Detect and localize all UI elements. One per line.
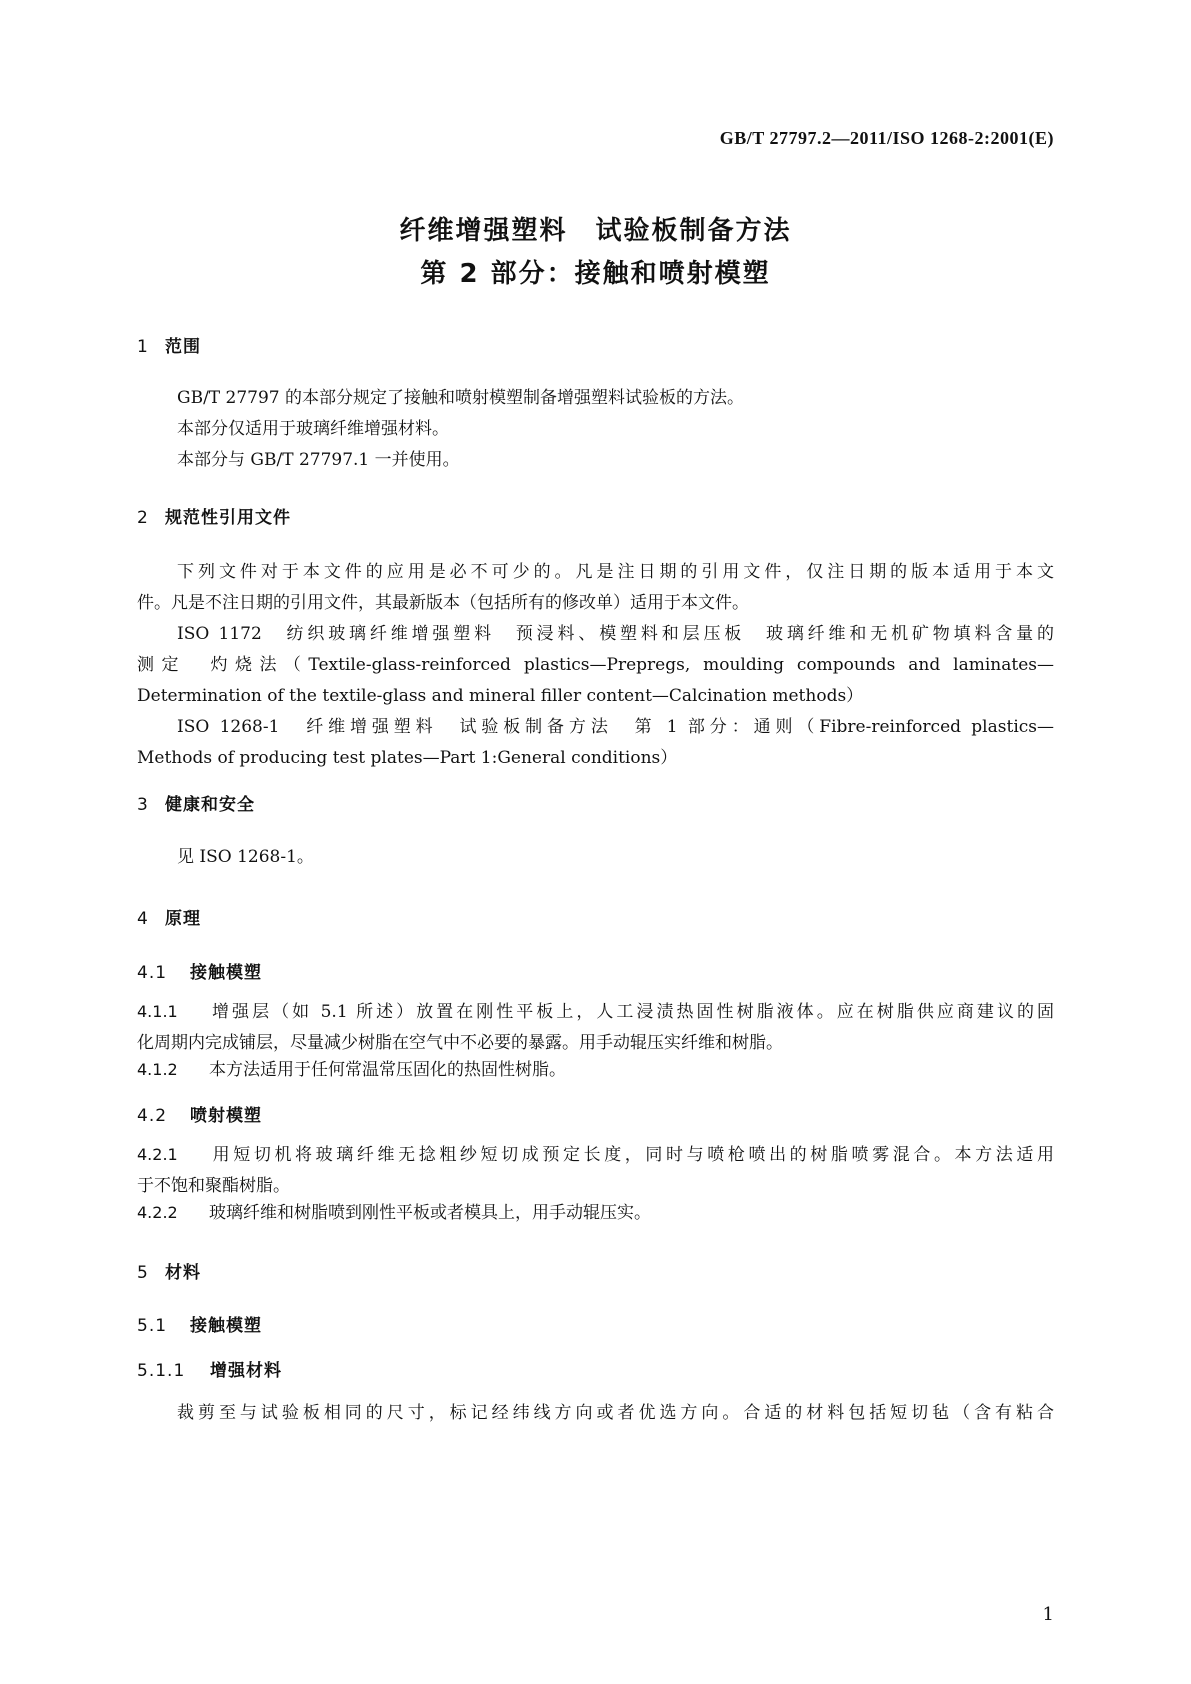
section-3-heading bbox=[137, 790, 255, 815]
section-4-1-heading bbox=[137, 958, 262, 983]
clause-text: 化周期内完成铺层，尽量减少树脂在空气中不必要的暴露。用手动辊压实纤维和树脂。 bbox=[137, 1033, 783, 1053]
reference-line: Methods of producing test plates—Part 1:General conditions） bbox=[137, 748, 678, 768]
clause-4-2-2 bbox=[137, 1197, 1054, 1229]
section-number: 1 bbox=[137, 337, 149, 357]
section-number: 2 bbox=[137, 508, 149, 528]
paragraph: 本部分仅适用于玻璃纤维增强材料。 bbox=[177, 419, 449, 439]
section-title: 规范性引用文件 bbox=[165, 508, 291, 528]
clause-number: 4.1.2 bbox=[137, 1060, 178, 1079]
clause-4-1-1 bbox=[137, 996, 1054, 1059]
paragraph-line: 下列文件对于本文件的应用是必不可少的。凡是注日期的引用文件，仅注日期的版本适用于本文 bbox=[177, 562, 1054, 582]
clause-4-1-2 bbox=[137, 1054, 1054, 1086]
section-1-body bbox=[137, 383, 1054, 476]
section-title: 材料 bbox=[165, 1263, 201, 1283]
section-number: 4 bbox=[137, 909, 149, 929]
section-number: 3 bbox=[137, 795, 149, 815]
section-4-heading bbox=[137, 904, 201, 929]
section-title: 原理 bbox=[165, 909, 201, 929]
section-number: 4.1 bbox=[137, 963, 168, 983]
paragraph-line: 件。凡是不注日期的引用文件，其最新版本（包括所有的修改单）适用于本文件。 bbox=[137, 593, 749, 613]
section-number: 5.1.1 bbox=[137, 1361, 186, 1381]
clause-number: 4.2.1 bbox=[137, 1145, 178, 1164]
section-5-1-heading bbox=[137, 1311, 262, 1336]
section-5-1-1-body bbox=[137, 1398, 1054, 1429]
clause-text: 本方法适用于任何常温常压固化的热固性树脂。 bbox=[209, 1060, 566, 1080]
clause-text: 于不饱和聚酯树脂。 bbox=[137, 1176, 290, 1196]
reference-line: ISO 1268-1 纤维增强塑料 试验板制备方法 第 1 部分：通则（Fibre-reinforced plastics— bbox=[177, 717, 1054, 737]
section-2-body bbox=[137, 557, 1054, 774]
doc-title-line1: 纤维增强塑料 试验板制备方法 bbox=[399, 216, 792, 246]
reference-line: 测定 灼烧法（Textile-glass-reinforced plastics—Prepregs, moulding compounds and laminates— bbox=[137, 655, 1054, 675]
page-number: 1 bbox=[1042, 1604, 1054, 1625]
clause-text: 增强层（如 5.1 所述）放置在刚性平板上，人工浸渍热固性树脂液体。应在树脂供应商建议的固 bbox=[209, 1002, 1054, 1022]
section-number: 4.2 bbox=[137, 1106, 168, 1126]
section-title: 范围 bbox=[165, 337, 201, 357]
paragraph: 见 ISO 1268-1。 bbox=[177, 847, 314, 867]
paragraph: 裁剪至与试验板相同的尺寸，标记经纬线方向或者优选方向。合适的材料包括短切毡（含有粘合 bbox=[177, 1403, 1054, 1423]
section-5-heading bbox=[137, 1258, 201, 1283]
doc-title-line2: 第 2 部分：接触和喷射模塑 bbox=[420, 259, 771, 289]
section-title: 接触模塑 bbox=[190, 1316, 262, 1336]
clause-4-2-1 bbox=[137, 1139, 1054, 1202]
reference-line: Determination of the textile-glass and mineral filler content—Calcination methods） bbox=[137, 686, 864, 706]
section-2-heading bbox=[137, 503, 291, 528]
section-title: 增强材料 bbox=[210, 1361, 282, 1381]
paragraph: GB/T 27797 的本部分规定了接触和喷射模塑制备增强塑料试验板的方法。 bbox=[177, 388, 745, 408]
clause-number: 4.1.1 bbox=[137, 1002, 178, 1021]
section-3-body bbox=[137, 842, 1054, 873]
section-title: 健康和安全 bbox=[165, 795, 255, 815]
clause-text: 玻璃纤维和树脂喷到刚性平板或者模具上，用手动辊压实。 bbox=[209, 1203, 651, 1223]
clause-text: 用短切机将玻璃纤维无捻粗纱短切成预定长度，同时与喷枪喷出的树脂喷雾混合。本方法适用 bbox=[209, 1145, 1054, 1165]
standard-code: GB/T 27797.2—2011/ISO 1268-2:2001(E) bbox=[719, 128, 1054, 148]
section-4-2-heading bbox=[137, 1101, 262, 1126]
section-number: 5.1 bbox=[137, 1316, 168, 1336]
paragraph: 本部分与 GB/T 27797.1 一并使用。 bbox=[177, 450, 460, 470]
section-title: 接触模塑 bbox=[190, 963, 262, 983]
section-1-heading bbox=[137, 332, 201, 357]
clause-number: 4.2.2 bbox=[137, 1203, 178, 1222]
section-title: 喷射模塑 bbox=[190, 1106, 262, 1126]
reference-line: ISO 1172 纺织玻璃纤维增强塑料 预浸料、模塑料和层压板 玻璃纤维和无机矿物填料含量的 bbox=[177, 624, 1054, 644]
section-5-1-1-heading bbox=[137, 1356, 282, 1381]
section-number: 5 bbox=[137, 1263, 149, 1283]
